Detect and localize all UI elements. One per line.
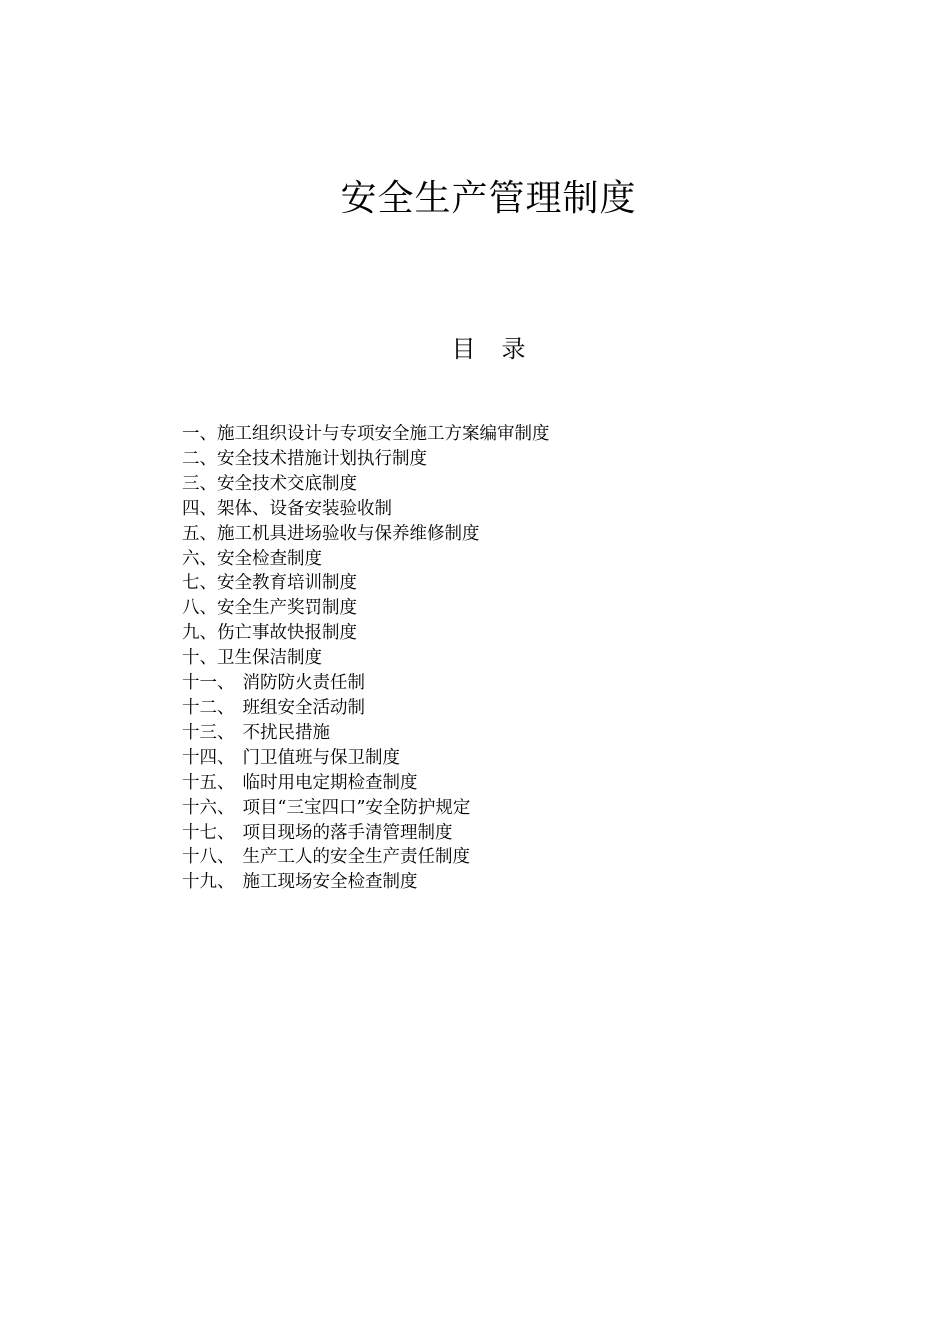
table-of-contents xyxy=(182,422,550,895)
toc-item-number: 十三、 xyxy=(182,722,235,743)
toc-item-number: 十、 xyxy=(182,648,217,669)
toc-item-text: 项目“三宝四口”安全防护规定 xyxy=(242,797,471,818)
toc-heading-left: 目 xyxy=(451,335,476,363)
toc-item xyxy=(182,472,550,497)
toc-item-text: 班组安全活动制 xyxy=(242,697,365,718)
toc-item-number: 二、 xyxy=(182,448,217,469)
toc-item xyxy=(182,422,550,447)
toc-item-text: 消防防火责任制 xyxy=(242,673,365,694)
toc-item xyxy=(182,821,550,846)
toc-item-number: 一、 xyxy=(182,424,217,444)
document-title: 安全生产管理制度 xyxy=(340,178,637,219)
toc-item-number: 十九、 xyxy=(182,872,235,893)
toc-item xyxy=(182,646,550,671)
toc-item xyxy=(182,621,550,646)
toc-item-text: 门卫值班与保卫制度 xyxy=(242,747,400,768)
toc-heading-right: 录 xyxy=(501,335,526,363)
toc-heading xyxy=(0,332,950,366)
toc-item-text: 施工现场安全检查制度 xyxy=(242,872,418,893)
toc-item-number: 十六、 xyxy=(182,797,235,818)
toc-item-text: 安全技术措施计划执行制度 xyxy=(217,448,427,469)
toc-item-text: 安全技术交底制度 xyxy=(217,473,357,494)
toc-item-number: 十八、 xyxy=(182,847,235,868)
toc-item-text: 架体、设备安装验收制 xyxy=(217,498,392,519)
toc-item-number: 四、 xyxy=(182,498,217,519)
toc-item-text: 生产工人的安全生产责任制度 xyxy=(242,847,470,868)
toc-item-text: 卫生保洁制度 xyxy=(217,648,322,669)
toc-item-text: 安全生产奖罚制度 xyxy=(217,598,357,619)
toc-item-text: 不扰民措施 xyxy=(242,722,330,743)
toc-item-text: 施工机具进场验收与保养维修制度 xyxy=(217,523,480,544)
toc-item-text: 安全教育培训制度 xyxy=(217,573,357,594)
toc-item xyxy=(182,771,550,796)
toc-item xyxy=(182,596,550,621)
toc-item xyxy=(182,547,550,572)
toc-item-number: 七、 xyxy=(182,573,217,594)
toc-item-number: 十一、 xyxy=(182,673,235,694)
toc-item xyxy=(182,571,550,596)
toc-item-text: 施工组织设计与专项安全施工方案编审制度 xyxy=(217,424,550,444)
toc-item xyxy=(182,671,550,696)
toc-item-number: 十四、 xyxy=(182,747,235,768)
toc-item xyxy=(182,845,550,870)
toc-item xyxy=(182,870,550,895)
toc-item-text: 临时用电定期检查制度 xyxy=(242,772,418,793)
toc-item-number: 十五、 xyxy=(182,772,235,793)
toc-item-number: 六、 xyxy=(182,548,217,569)
toc-item xyxy=(182,696,550,721)
toc-item-text: 项目现场的落手清管理制度 xyxy=(242,822,453,843)
toc-item xyxy=(182,796,550,821)
toc-item xyxy=(182,497,550,522)
toc-item xyxy=(182,447,550,472)
toc-item-number: 十七、 xyxy=(182,822,235,843)
toc-item xyxy=(182,721,550,746)
toc-item-number: 十二、 xyxy=(182,697,235,718)
toc-item-number: 三、 xyxy=(182,473,217,494)
toc-item xyxy=(182,522,550,547)
toc-item-number: 八、 xyxy=(182,598,217,619)
toc-item-number: 五、 xyxy=(182,523,217,544)
toc-item xyxy=(182,746,550,771)
toc-item-text: 伤亡事故快报制度 xyxy=(217,623,357,644)
toc-item-number: 九、 xyxy=(182,623,217,644)
toc-item-text: 安全检查制度 xyxy=(217,548,322,569)
